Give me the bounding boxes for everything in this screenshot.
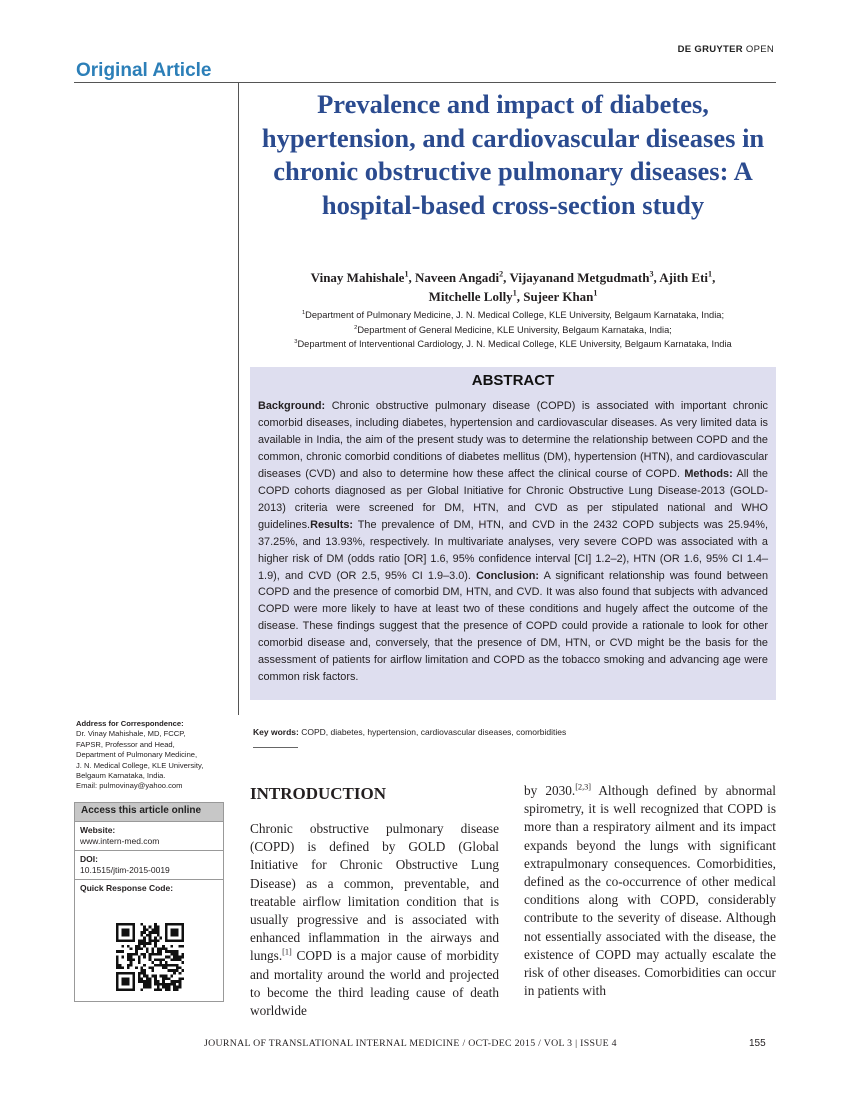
author: Ajith Eti$^1$, — [659, 269, 716, 285]
column-divider — [238, 82, 239, 715]
affiliation: $^2$Department of General Medicine, KLE University, Belgaum Karnataka, India; — [354, 324, 672, 335]
abstract-box — [250, 367, 776, 700]
access-article-box — [74, 802, 224, 1002]
abstract-conclusion-label: Conclusion: — [476, 569, 540, 582]
abstract-text: Background: Chronic obstructive pulmonary disease (COPD) is associated with important chronic comorbid diseases, including diabetes, hypertension and cardiovascular diseases. As very limited data is available in India, the aim of the present study was to determine the relationship between COPD and the common, chronic comorbid conditions of diabetes mellitus (DM), hypertension (HTN), and cardiovascular diseases (CVD) and also to determine how these affect the clinical course of COPD. Methods: All the COPD cohorts diagnosed as per Global Initiative for Chronic Obstructive Lung Disease-2013 (GOLD-2013) criteria were screened for DM, HTN, and CVD as per stipulated national and WHO guidelines.Results: The prevalence of DM, HTN, and CVD in the 2432 COPD subjects was 25.94%, 37.25%, and 13.93%, respectively. In multivariate analyses, very severe COPD was associated with a higher risk of DM (odds ratio [OR] 1.6, 95% confidence interval [CI] 1.2–2), HTN (OR 1.6, 95% CI 1.4–1.9), and CVD (OR 2.5, 95% CI 1.9–3.0). Conclusion: A significant relationship was found between COPD and the presence of comorbid DM, HTN, and CVD. It was also found that subjects with advanced COPD were more likely to have at least two of these conditions and hugely affect the outcome of the disease. These findings suggest that the presence of COPD could provide a rationale to look for other comorbid disease and, conversely, that the presence of DM, HTN, or CVD might be the basis for the assessment of patients for airflow limitation and COPD as the tobacco smoking and advancing age were common risk factors. — [258, 400, 768, 684]
qr-row: Quick Response Code: — [75, 879, 223, 897]
keywords-divider — [253, 747, 298, 748]
author-list — [250, 268, 776, 306]
affiliation: $^3$Department of Interventional Cardiology, J. N. Medical College, KLE University, Belgaum Karnataka, India — [294, 338, 732, 349]
qr-code-icon[interactable] — [116, 923, 184, 991]
abstract-methods-label: Methods: — [684, 467, 733, 480]
author: Mitchelle Lolly$^1$, — [428, 288, 524, 304]
article-title: Prevalence and impact of diabetes, hypertension, and cardiovascular diseases in chronic obstructive pulmonary diseases: A hospital-based cross-section study — [261, 89, 765, 220]
abstract-results-label: Results: — [310, 518, 354, 531]
doi-row: DOI: 10.1515/jtim-2015-0019 — [75, 850, 223, 879]
author: Sujeer Khan$^1$ — [523, 288, 598, 304]
abstract-heading: ABSTRACT — [471, 372, 555, 389]
author: Vijayanand Metgudmath$^3$, — [509, 269, 660, 285]
publisher-label: DE GRUYTER OPEN — [677, 44, 774, 55]
citation-link[interactable]: [2,3] — [575, 782, 592, 792]
page-number: 155 — [749, 1038, 766, 1049]
intro-column-2: by 2030.[2,3] Although defined by abnormal spirometry, it is well recognized that COPD is more than a respiratory ailment and its impact expands beyond the lungs with significant extrapulmonary consequences. Comorbidities, defined as the co-occurrence of other medical conditions along with COPD, considerably contribute to the severity of disease. Although not essentially associated with the disease, the existence of COPD may actually escalate the risk of other diseases. Comorbidities can occur in patients with — [524, 782, 776, 999]
abstract-background-label: Background: — [258, 400, 326, 412]
header-divider — [74, 82, 776, 83]
intro-column-1: Chronic obstructive pulmonary disease (COPD) is defined by GOLD (Global Initiative for Chronic Obstructive Lung Disease) as a common, preventable, and treatable airflow limitation condition that is usually progressive and is associated with enhanced inflammation in the airways and lungs.[1] COPD is a major cause of morbidity and mortality around the world and projected to become the third leading cause of death worldwide — [250, 821, 499, 1019]
introduction-heading: INTRODUCTION — [250, 784, 387, 803]
article-type-label: Original Article — [76, 60, 212, 81]
citation-link[interactable]: [1] — [282, 948, 292, 957]
affiliation: $^1$Department of Pulmonary Medicine, J. N. Medical College, KLE University, Belgaum Karnataka, India; — [301, 309, 725, 320]
author: Vinay Mahishale$^1$, — [310, 269, 415, 285]
doi-link[interactable]: 10.1515/jtim-2015-0019 — [80, 865, 170, 875]
website-row: Website: www.intern-med.com — [75, 821, 223, 850]
affiliation-list — [250, 308, 776, 352]
access-header: Access this article online — [75, 803, 223, 821]
author: Naveen Angadi$^2$, — [414, 269, 510, 285]
keywords: Key words: COPD, diabetes, hypertension, cardiovascular diseases, comorbidities — [253, 727, 567, 737]
correspondence-email[interactable]: Email: pulmovinay@yahoo.com — [76, 781, 183, 791]
website-link[interactable]: www.intern-med.com — [80, 836, 160, 846]
correspondence-address: Address for Correspondence: Dr. Vinay Mahishale, MD, FCCP, FAPSR, Professor and Head, Department of Pulmonary Medicine, J. N. Medical College, KLE University, Belgaum Karnataka, India. Email: pulmovinay@yahoo.com — [76, 719, 236, 792]
correspondence-label: Address for Correspondence: — [76, 719, 184, 728]
journal-footer: JOURNAL OF TRANSLATIONAL INTERNAL MEDICINE / OCT-DEC 2015 / VOL 3 | ISSUE 4 — [204, 1038, 617, 1049]
